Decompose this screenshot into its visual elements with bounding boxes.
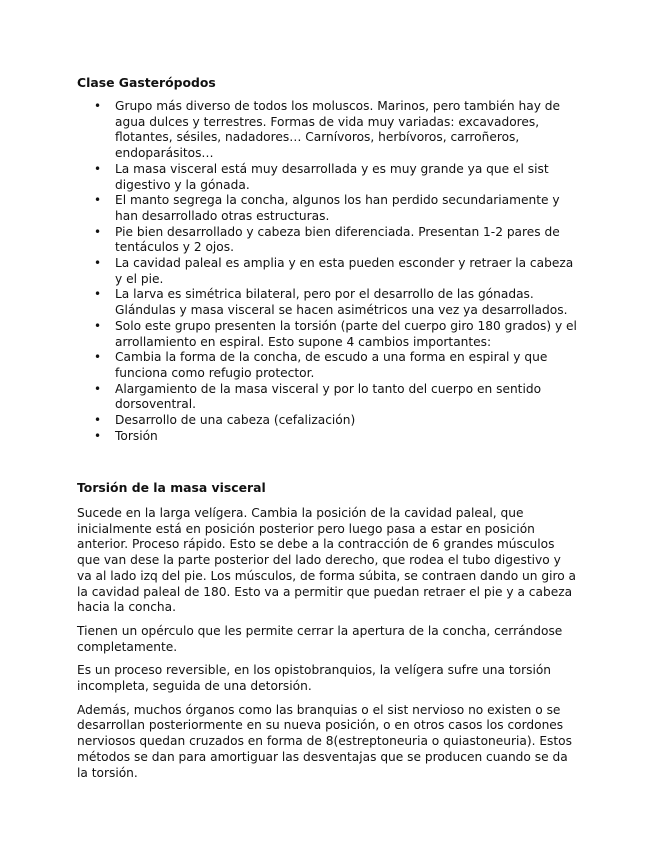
bullet-list <box>77 99 577 444</box>
bullet-icon: • <box>94 428 102 443</box>
list-item: • La masa visceral está muy desarrollada y es muy grande ya que el sist digestivo y la gónada. <box>94 161 549 192</box>
bullet-icon: • <box>94 413 102 428</box>
list-item: • Desarrollo de una cabeza (cefalización) <box>94 413 356 428</box>
bullet-icon: • <box>94 350 102 365</box>
paragraph: Tienen un opérculo que les permite cerrar la apertura de la concha, cerrándose completamente. <box>77 623 563 654</box>
list-item: • Torsión <box>94 428 158 443</box>
list-item: • Pie bien desarrollado y cabeza bien diferenciada. Presentan 1-2 pares de tentáculos y 2 ojos. <box>94 224 560 255</box>
bullet-icon: • <box>94 193 102 208</box>
bullet-icon: • <box>94 318 102 333</box>
bullet-icon: • <box>94 224 102 239</box>
paragraph: Es un proceso reversible, en los opistobranquios, la velígera sufre una torsión incompleta, seguida de una detorsión. <box>77 663 552 694</box>
list-item: • La larva es simétrica bilateral, pero por el desarrollo de las gónadas. Glándulas y masa visceral se hacen asimétricos una vez ya desarrollados. <box>94 287 568 318</box>
list-item: • La cavidad paleal es amplia y en esta pueden esconder y retraer la cabeza y el pie. <box>94 256 574 286</box>
bullet-icon: • <box>94 287 102 302</box>
paragraph: Sucede en la larga velígera. Cambia la posición de la cavidad paleal, que inicialmente está en posición posterior pero luego pasa a estar en posición anterior. Proceso rápido. Esto se debe a la contracción de 6 grandes músculos que van dese la parte posterior del lado derecho, que rodea el tubo digestivo y va al lado izq del pie. Los músculos, de forma súbita, se contraen dando un giro a la cavidad paleal de 180. Esto va a permitir que puedan retraer el pie y a cabeza hacia la concha. <box>77 506 577 615</box>
list-item: • Grupo más diverso de todos los moluscos. Marinos, pero también hay de agua dulces y terrestres. Formas de vida muy variadas: excavadores, flotantes, sésiles, nadadores… Carnívoros, herbívoros, carroñeros, endoparásitos… <box>94 99 561 161</box>
list-item: • Cambia la forma de la concha, de escudo a una forma en espiral y que funciona como refugio protector. <box>94 350 548 380</box>
bullet-icon: • <box>94 161 102 176</box>
section-title: Clase Gasterópodos <box>77 75 216 90</box>
list-item: • El manto segrega la concha, algunos los han perdido secundariamente y han desarrollado otras estructuras. <box>94 193 560 223</box>
section-title: Torsión de la masa visceral <box>77 480 266 495</box>
section-gasteropodos <box>77 75 577 444</box>
bullet-icon: • <box>94 381 102 396</box>
bullet-icon: • <box>94 256 102 271</box>
list-item: • Alargamiento de la masa visceral y por lo tanto del cuerpo en sentido dorsoventral. <box>94 381 542 412</box>
section-torsion <box>77 480 577 789</box>
list-item: • Solo este grupo presenten la torsión (parte del cuerpo giro 180 grados) y el arrollamiento en espiral. Esto supone 4 cambios importantes: <box>94 318 577 349</box>
paragraph: Además, muchos órganos como las branquias o el sist nervioso no existen o se desarrollan posteriormente en su nueva posición, o en otros casos los cordones nerviosos quedan cruzados en forma de 8(estreptoneuria o quiastoneuria). Estos métodos se dan para amortiguar las desventajas que se producen cuando se da la torsión. <box>77 702 572 780</box>
bullet-icon: • <box>94 99 102 113</box>
